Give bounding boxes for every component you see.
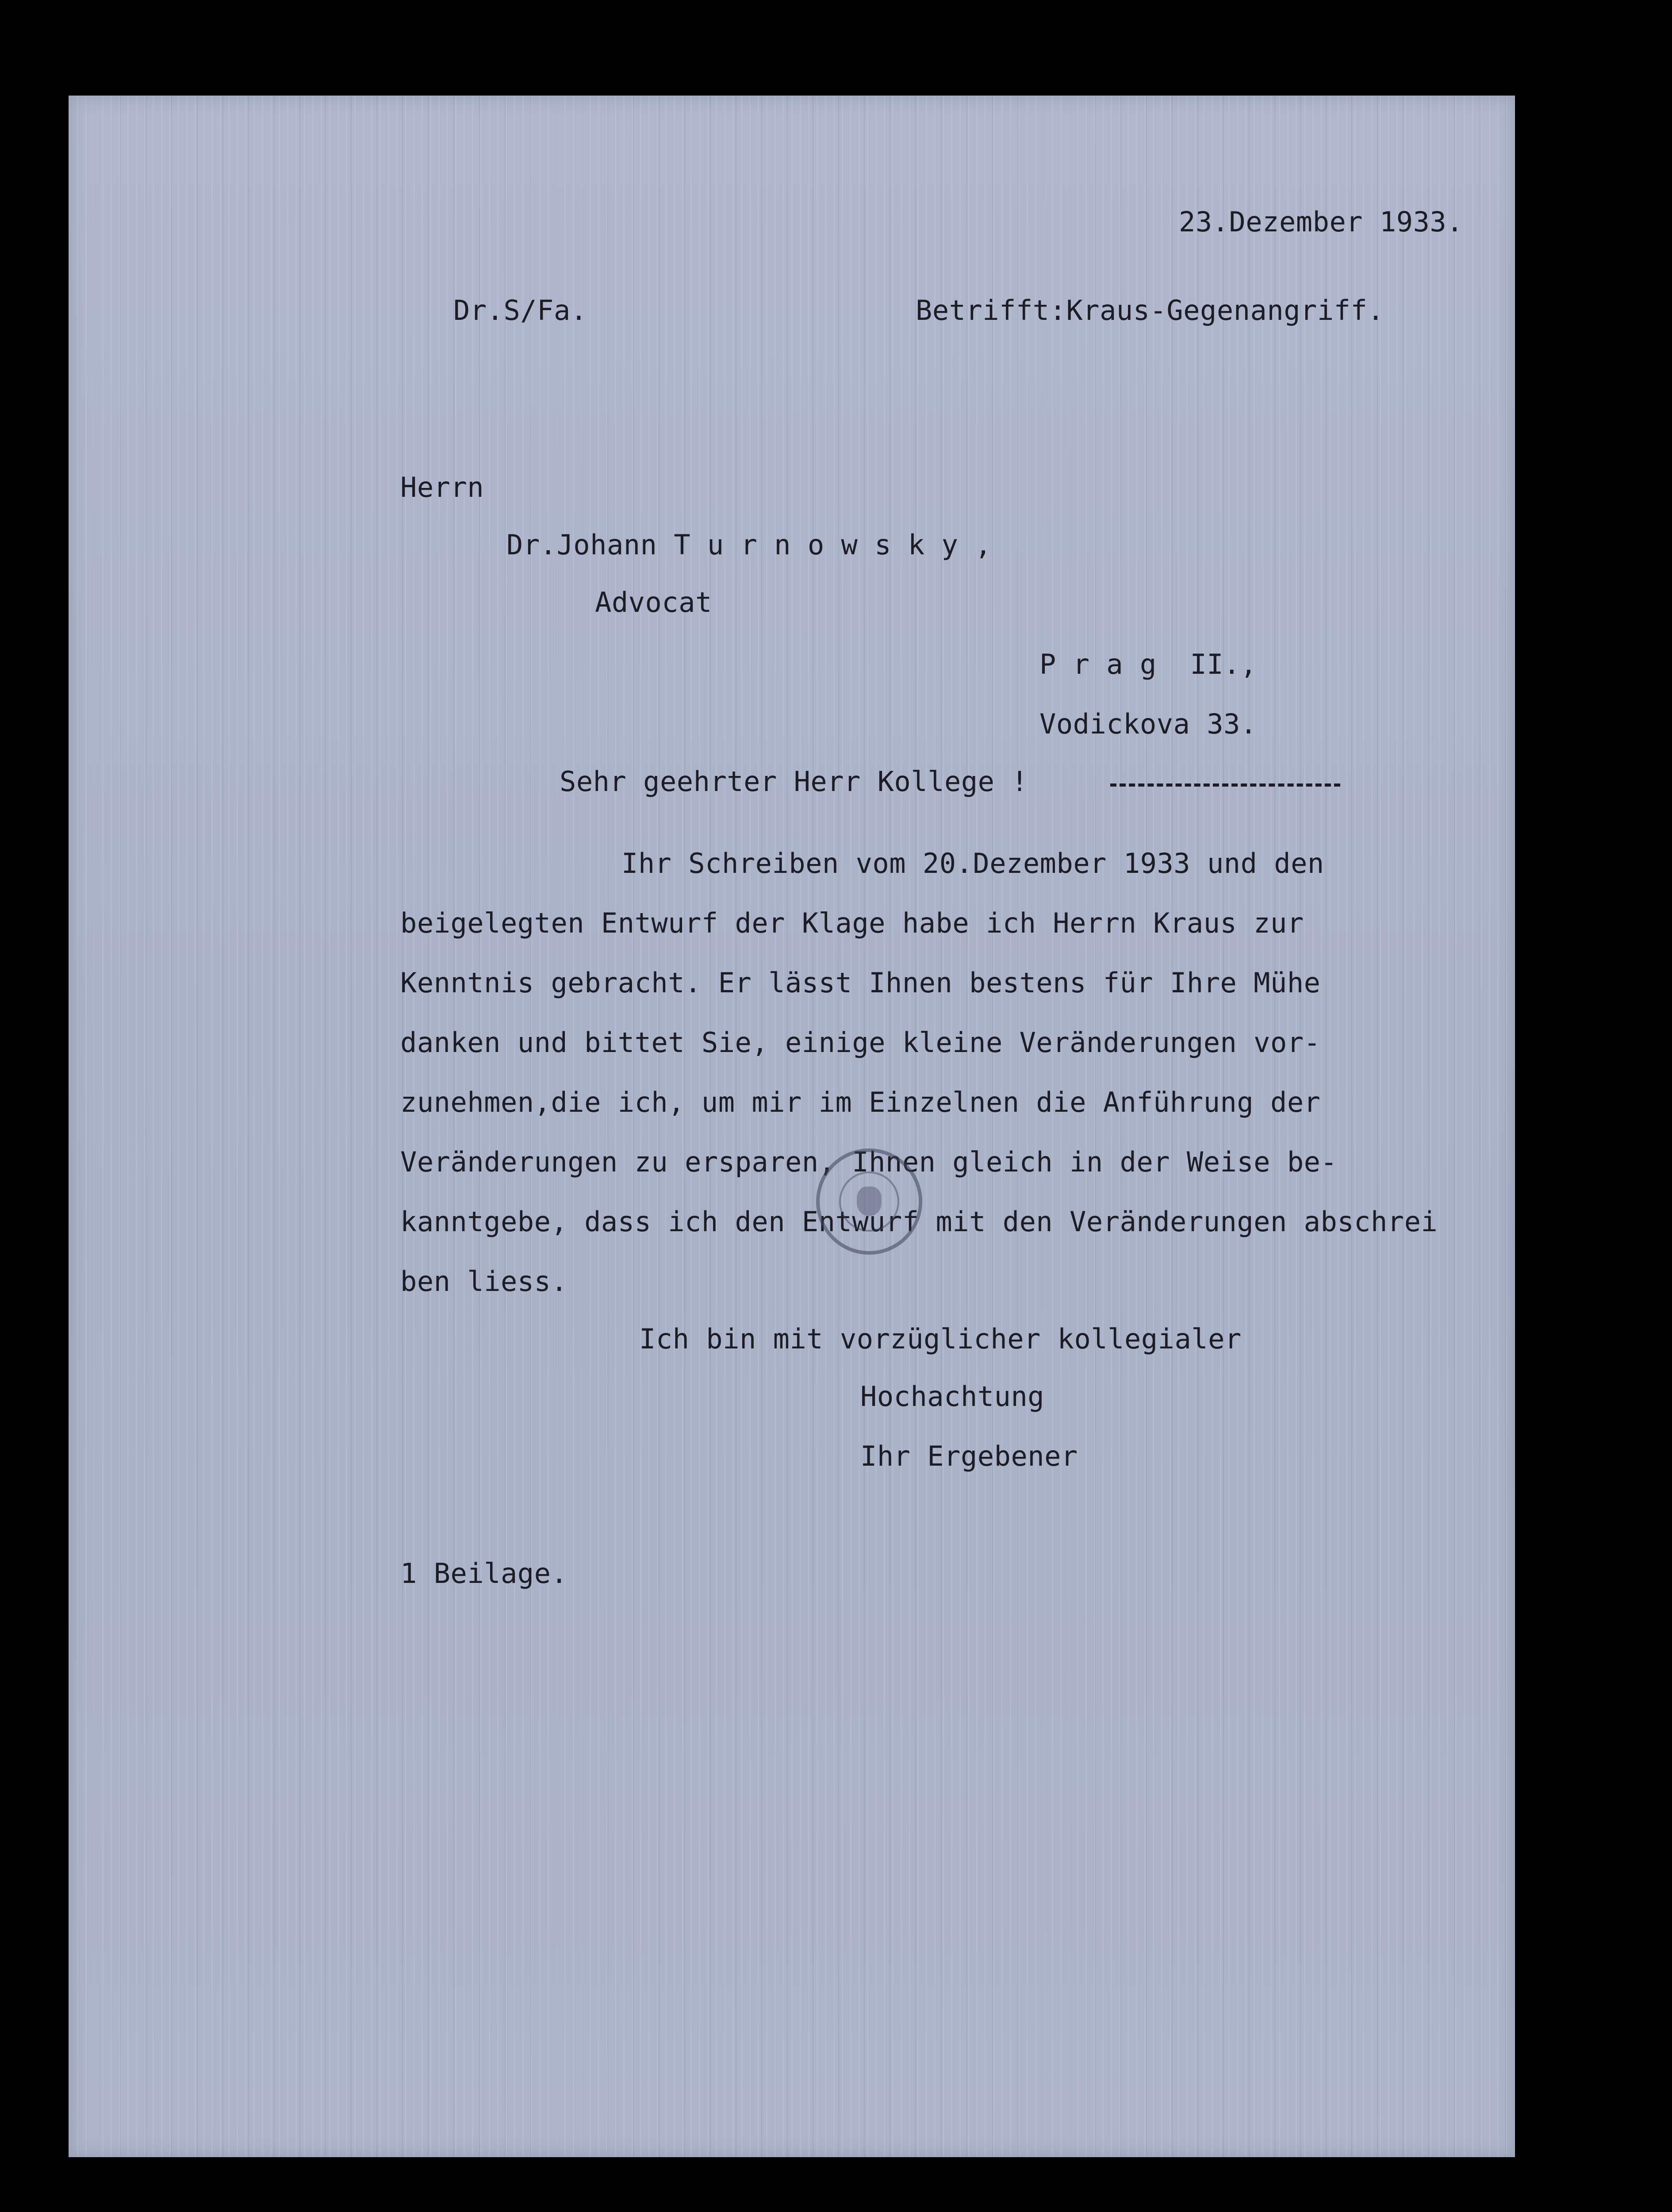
subject-line: Betrifft:Kraus-Gegenangriff. <box>916 294 1384 326</box>
letter-sheet <box>69 96 1515 2157</box>
body-line: beigelegten Entwurf der Klage habe ich Herrn Kraus zur <box>400 907 1304 939</box>
city-underline <box>1110 783 1340 787</box>
recipient-title: Advocat <box>595 586 712 618</box>
body-line: danken und bittet Sie, einige kleine Veränderungen vor- <box>400 1026 1321 1059</box>
letter-date: 23.Dezember 1933. <box>1179 206 1464 238</box>
recipient-street: Vodickova 33. <box>1039 708 1257 740</box>
body-line: zunehmen,die ich, um mir im Einzelnen die Anführung der <box>400 1086 1321 1118</box>
closing-line: Ihr Ergebener <box>860 1440 1078 1472</box>
body-line: Kenntnis gebracht. Er lässt Ihnen bestens für Ihre Mühe <box>400 967 1321 999</box>
greeting: Sehr geehrter Herr Kollege ! <box>560 765 1028 798</box>
body-line: ben liess. <box>400 1265 568 1298</box>
body-line: kanntgebe, dass ich den Entwurf mit den Veränderungen abschrei <box>400 1206 1438 1238</box>
archive-stamp <box>816 1148 922 1255</box>
enclosure-note: 1 Beilage. <box>400 1557 568 1590</box>
recipient-city: P r a g II., <box>1039 648 1257 680</box>
closing-line: Hochachtung <box>860 1380 1045 1413</box>
closing-line: Ich bin mit vorzüglicher kollegialer <box>639 1323 1242 1355</box>
recipient-name: Dr.Johann T u r n o w s k y , <box>506 529 992 561</box>
reference-code: Dr.S/Fa. <box>453 294 587 326</box>
stamp-emblem-icon <box>839 1171 899 1232</box>
recipient-salutation: Herrn <box>400 471 484 503</box>
body-line: Veränderungen zu ersparen, Ihnen gleich in der Weise be- <box>400 1146 1338 1178</box>
body-line: Ihr Schreiben vom 20.Dezember 1933 und den <box>621 847 1324 879</box>
